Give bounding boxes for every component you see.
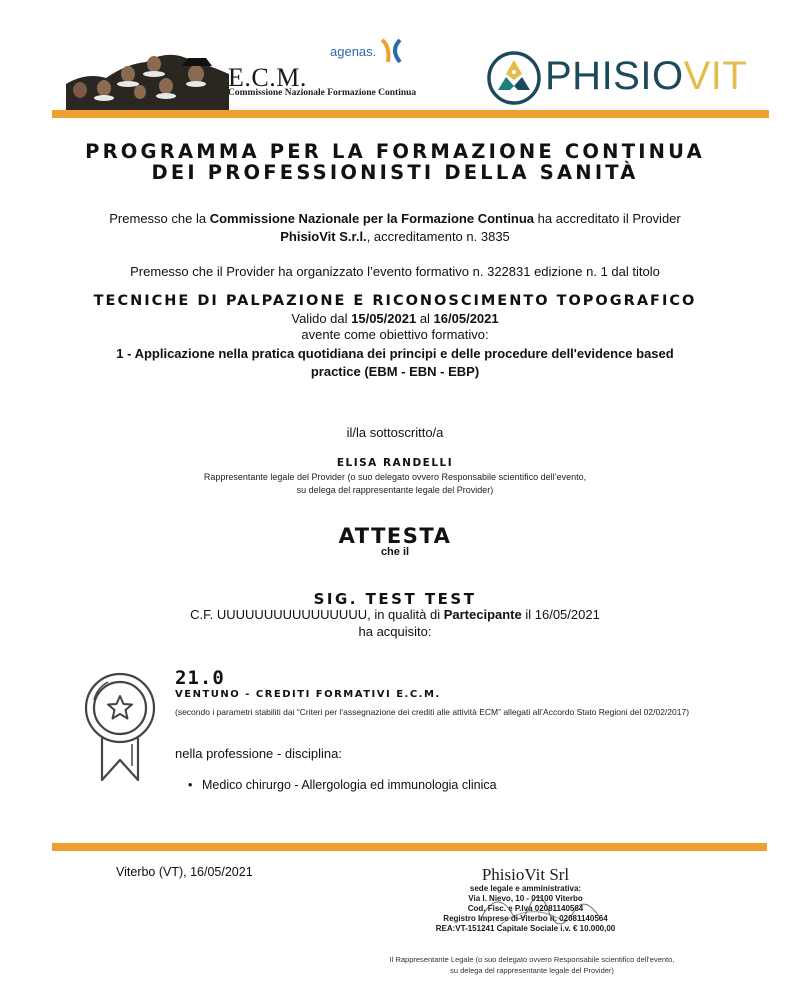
profession-intro: nella professione - disciplina: xyxy=(175,746,342,761)
ecm-logo-title: E.C.M. xyxy=(228,63,307,92)
stamp-line: REA:VT-151241 Capitale Sociale i.v. € 10.000,00 xyxy=(435,924,616,933)
commission-name: Commissione Nazionale per la Formazione Continua xyxy=(209,211,535,226)
stamp-line: sede legale e amministrativa: xyxy=(469,884,582,893)
participant-date: il 16/05/2021 xyxy=(521,607,600,622)
ecm-logo-subtitle: Commissione Nazionale Formazione Continua xyxy=(228,88,417,98)
document-title xyxy=(0,141,790,183)
phisiovit-logo-text xyxy=(545,54,747,99)
premise-accreditation xyxy=(0,210,790,246)
profession-list xyxy=(175,778,497,792)
premise-event: Premesso che il Provider ha organizzato l’evento formativo n. 322831 edizione n. 1 dal titolo xyxy=(130,264,660,279)
agenas-logo-icon xyxy=(380,38,402,64)
participant-cf: C.F. UUUUUUUUUUUUUUUU, in qualità di xyxy=(190,607,444,622)
stamp-line: Cod. Fisc. e P.Iva 02081140564 xyxy=(467,904,584,913)
credits-value: 21.0 xyxy=(175,667,225,689)
event-title: TECNICHE DI PALPAZIONE E RICONOSCIMENTO TOPOGRAFICO xyxy=(93,293,697,309)
participant-details xyxy=(0,606,790,624)
undersigned-label: il/la sottoscritto/a xyxy=(346,425,444,440)
provider-name: PhisioVit S.r.l. xyxy=(280,229,367,244)
profession-item: • Medico chirurgo - Allergologia ed immunologia clinica xyxy=(175,778,497,792)
footer-divider xyxy=(52,843,767,851)
legal-rep-desc-line1: Il Rappresentante Legale (o suo delegato ovvero Responsabile scientifico dell’evento, xyxy=(389,955,675,964)
participant-role: Partecipante xyxy=(443,607,522,622)
stamp-line: Registro Imprese di Viterbo n. 02081140564 xyxy=(443,914,608,923)
objective-text: 1 - Applicazione nella pratica quotidiana dei principi e delle procedure dell'evidence based practice (EBM - EBN - EBP) xyxy=(116,346,674,379)
ecm-painting-image xyxy=(66,44,229,110)
document-title-line1: PROGRAMMA PER LA FORMAZIONE CONTINUA xyxy=(85,140,705,163)
legal-representative-description xyxy=(362,954,702,976)
objective-intro: avente come obiettivo formativo: xyxy=(301,327,489,342)
medal-star-icon xyxy=(82,672,166,784)
phisiovit-logo-text-primary: PHISIO xyxy=(545,54,684,98)
legal-rep-desc-line2: su delega del rappresentante legale del Provider) xyxy=(450,966,614,975)
stamp-line: Via I. Nievo, 10 - 01100 Viterbo xyxy=(468,894,583,903)
agenas-logo-text: agenas. xyxy=(330,44,377,59)
validity-from: 15/05/2021 xyxy=(351,311,417,326)
participant-name: SIG. TEST TEST xyxy=(313,590,477,608)
che-il-label: che il xyxy=(380,546,410,558)
signature-scribble xyxy=(470,880,610,940)
stamp-title: PhisioVit Srl xyxy=(481,865,570,884)
validity-prefix: Valido dal xyxy=(291,311,352,326)
representative-name: ELISA RANDELLI xyxy=(336,457,454,469)
validity-middle: al xyxy=(416,311,434,326)
phisiovit-logo-text-accent: VIT xyxy=(683,54,748,98)
acquired-label: ha acquisito: xyxy=(358,624,432,639)
premise1-suffix: , accreditamento n. 3835 xyxy=(366,229,510,244)
credits-note: (secondo i parametri stabiliti dai “Criteri per l’assegnazione dei crediti alle attività ECM” allegati all’Accordo Stato Regioni del 02/02/2017) xyxy=(175,707,690,717)
credits-words: VENTUNO - CREDITI FORMATIVI E.C.M. xyxy=(175,689,441,700)
attesta-heading: ATTESTA xyxy=(338,524,452,548)
phisiovit-logo-icon xyxy=(486,50,542,106)
place-and-date: Viterbo (VT), 16/05/2021 xyxy=(116,865,253,879)
representative-desc-line1: Rappresentante legale del Provider (o suo delegato ovvero Responsabile scientifico dell’evento, xyxy=(203,472,587,482)
validity-dates xyxy=(0,310,790,327)
header-divider xyxy=(52,110,769,118)
representative-description xyxy=(0,471,790,497)
representative-desc-line2: su delega del rappresentante legale del Provider) xyxy=(296,485,494,495)
premise1-prefix: Premesso che la xyxy=(109,211,210,226)
validity-to: 16/05/2021 xyxy=(433,311,499,326)
document-title-line2: DEI PROFESSIONISTI DELLA SANITÀ xyxy=(151,161,639,184)
premise1-middle: ha accreditato il Provider xyxy=(534,211,681,226)
